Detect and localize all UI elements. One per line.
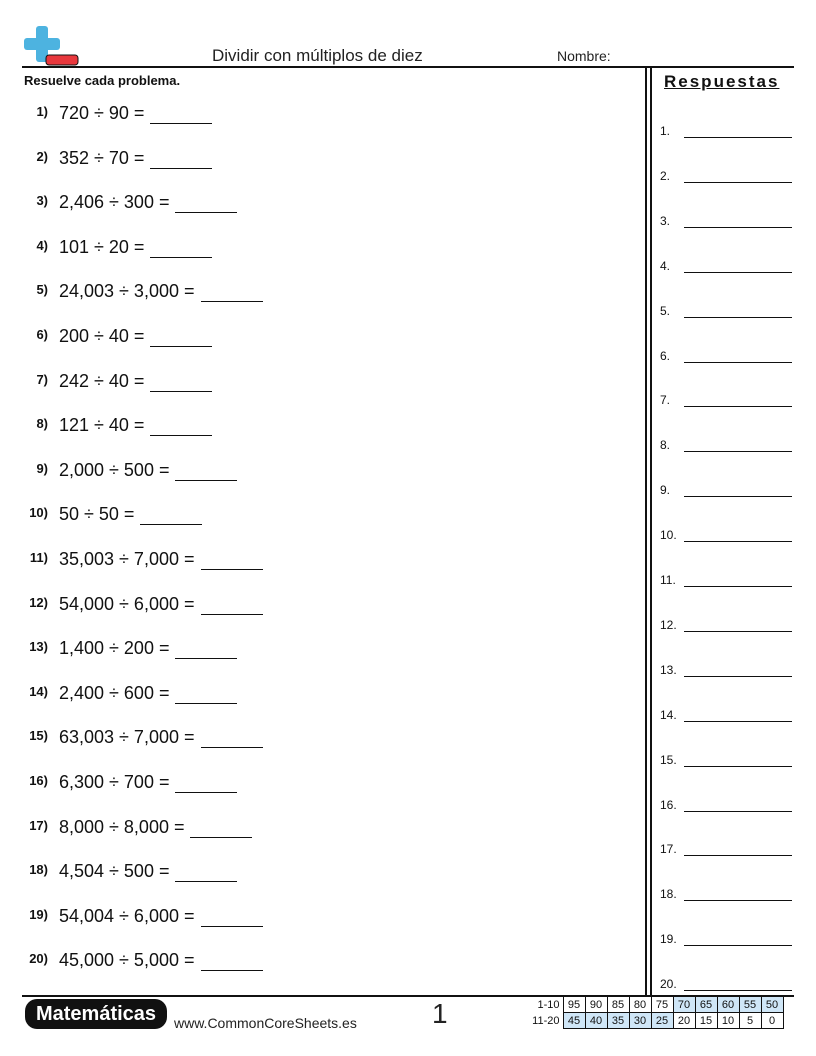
answer-number: 18. (660, 887, 677, 901)
answer-slot (660, 661, 792, 677)
answer-blank[interactable] (201, 597, 263, 615)
score-cell: 25 (651, 1013, 673, 1029)
answer-number: 8. (660, 438, 671, 452)
answer-number: 1. (660, 124, 671, 138)
score-range-label: 1-10 (537, 998, 560, 1011)
problem-expression (59, 415, 212, 436)
answer-line[interactable] (684, 631, 792, 632)
answer-number: 11. (660, 573, 676, 587)
score-cell: 40 (585, 1013, 607, 1029)
answer-line[interactable] (684, 496, 792, 497)
answer-line[interactable] (684, 272, 792, 273)
answer-line[interactable] (684, 317, 792, 318)
problem-number: 14) (29, 684, 48, 699)
problem-item (0, 903, 640, 927)
worksheet-title: Dividir con múltiplos de diez (212, 46, 423, 65)
problem-item (0, 858, 640, 882)
problem-item (0, 412, 640, 436)
score-cell: 55 (739, 997, 761, 1013)
problem-expression (59, 817, 252, 838)
problem-number: 13) (29, 639, 48, 654)
problem-item (0, 234, 640, 258)
answer-slot (660, 796, 792, 812)
score-cell: 10 (717, 1013, 739, 1029)
answer-blank[interactable] (140, 507, 202, 525)
answer-blank[interactable] (201, 953, 263, 971)
answer-line[interactable] (684, 362, 792, 363)
problem-expression (59, 683, 237, 704)
answer-line[interactable] (684, 945, 792, 946)
problem-expression (59, 906, 263, 927)
answer-blank[interactable] (175, 463, 237, 481)
score-cell: 30 (629, 1013, 651, 1029)
answer-blank[interactable] (150, 329, 212, 347)
answer-line[interactable] (684, 676, 792, 677)
problem-number: 20) (29, 951, 48, 966)
answer-number: 14. (660, 708, 677, 722)
problem-expression (59, 727, 263, 748)
answer-blank[interactable] (175, 641, 237, 659)
answer-slot (660, 257, 792, 273)
problem-item (0, 724, 640, 748)
answer-blank[interactable] (201, 730, 263, 748)
score-cell: 80 (629, 997, 651, 1013)
score-cell: 20 (673, 1013, 695, 1029)
answer-number: 20. (660, 977, 677, 991)
problem-item (0, 591, 640, 615)
answer-line[interactable] (684, 855, 792, 856)
problem-item (0, 501, 640, 525)
answer-number: 13. (660, 663, 677, 677)
answer-blank[interactable] (150, 151, 212, 169)
problem-text: 121 ÷ 40 = (59, 415, 145, 435)
problem-text: 2,406 ÷ 300 = (59, 192, 170, 212)
problem-number: 12) (29, 595, 48, 610)
plus-minus-logo-icon (22, 26, 80, 68)
answer-slot (660, 347, 792, 363)
answer-number: 12. (660, 618, 677, 632)
problem-expression (59, 237, 212, 258)
answer-blank[interactable] (150, 374, 212, 392)
problem-item (0, 189, 640, 213)
problem-item (0, 814, 640, 838)
answer-number: 19. (660, 932, 677, 946)
problem-item (0, 947, 640, 971)
answer-line[interactable] (684, 451, 792, 452)
problem-item (0, 368, 640, 392)
website-link[interactable]: www.CommonCoreSheets.es (174, 1015, 357, 1031)
answer-line[interactable] (684, 182, 792, 183)
score-range-label: 11-20 (532, 1014, 560, 1027)
answer-number: 7. (660, 393, 671, 407)
answer-number: 9. (660, 483, 671, 497)
problem-number: 19) (29, 907, 48, 922)
answer-line[interactable] (684, 586, 792, 587)
column-divider (650, 67, 652, 996)
problem-expression (59, 772, 237, 793)
name-label: Nombre: (557, 48, 611, 64)
brand-badge: Matemáticas (25, 999, 167, 1029)
problem-item (0, 323, 640, 347)
problem-item (0, 546, 640, 570)
answer-blank[interactable] (175, 195, 237, 213)
answer-number: 16. (660, 798, 677, 812)
answer-slot (660, 212, 792, 228)
answer-line[interactable] (684, 406, 792, 407)
problem-text: 6,300 ÷ 700 = (59, 772, 170, 792)
answer-blank[interactable] (150, 240, 212, 258)
problem-number: 1) (36, 104, 48, 119)
answer-number: 2. (660, 169, 671, 183)
problem-number: 5) (36, 282, 48, 297)
problem-expression (59, 861, 237, 882)
answer-line[interactable] (684, 227, 792, 228)
score-row (523, 997, 783, 1013)
problem-item (0, 680, 640, 704)
answer-number: 4. (660, 259, 671, 273)
answer-slot (660, 436, 792, 452)
problem-expression (59, 281, 263, 302)
answer-line[interactable] (684, 811, 792, 812)
problem-item (0, 145, 640, 169)
problem-expression (59, 638, 237, 659)
answer-number: 10. (660, 528, 677, 542)
problem-item (0, 100, 640, 124)
answer-blank[interactable] (175, 864, 237, 882)
answer-line[interactable] (684, 541, 792, 542)
answer-slot (660, 616, 792, 632)
answer-slot (660, 840, 792, 856)
problem-text: 2,000 ÷ 500 = (59, 460, 170, 480)
score-row (523, 1013, 783, 1029)
score-cell: 50 (761, 997, 783, 1013)
answer-number: 17. (660, 842, 677, 856)
problem-number: 7) (36, 372, 48, 387)
problem-number: 17) (29, 818, 48, 833)
score-cell: 70 (673, 997, 695, 1013)
answer-number: 6. (660, 349, 671, 363)
problem-expression (59, 371, 212, 392)
problem-number: 4) (36, 238, 48, 253)
problem-expression (59, 549, 263, 570)
score-cell: 5 (739, 1013, 761, 1029)
score-cell: 75 (651, 997, 673, 1013)
score-cell: 85 (607, 997, 629, 1013)
answers-title: Respuestas (664, 72, 780, 91)
answer-line[interactable] (684, 990, 792, 991)
problem-number: 10) (29, 505, 48, 520)
problem-number: 3) (36, 193, 48, 208)
answer-number: 15. (660, 753, 677, 767)
answer-blank[interactable] (201, 284, 263, 302)
page-number: 1 (432, 998, 448, 1029)
answer-blank[interactable] (150, 418, 212, 436)
problem-item (0, 635, 640, 659)
problem-text: 242 ÷ 40 = (59, 371, 145, 391)
answer-slot (660, 122, 792, 138)
problem-number: 6) (36, 327, 48, 342)
problem-expression (59, 594, 263, 615)
problem-item (0, 457, 640, 481)
header-rule (22, 66, 794, 68)
problem-expression (59, 148, 212, 169)
answer-number: 5. (660, 304, 671, 318)
answer-slot (660, 885, 792, 901)
problem-expression (59, 504, 202, 525)
column-divider (645, 67, 647, 996)
problem-text: 200 ÷ 40 = (59, 326, 145, 346)
answer-blank[interactable] (201, 552, 263, 570)
problem-text: 50 ÷ 50 = (59, 504, 135, 524)
score-cell: 90 (585, 997, 607, 1013)
score-cell: 0 (761, 1013, 783, 1029)
problem-number: 16) (29, 773, 48, 788)
answer-slot (660, 930, 792, 946)
problem-text: 1,400 ÷ 200 = (59, 638, 170, 658)
problem-text: 2,400 ÷ 600 = (59, 683, 170, 703)
answer-slot (660, 481, 792, 497)
answer-line[interactable] (684, 766, 792, 767)
problem-text: 101 ÷ 20 = (59, 237, 145, 257)
answer-slot (660, 167, 792, 183)
answer-blank[interactable] (175, 775, 237, 793)
problem-text: 54,000 ÷ 6,000 = (59, 594, 195, 614)
score-cell: 65 (695, 997, 717, 1013)
answer-line[interactable] (684, 721, 792, 722)
score-cell: 15 (695, 1013, 717, 1029)
answer-line[interactable] (684, 137, 792, 138)
problem-expression (59, 950, 263, 971)
problem-number: 15) (29, 728, 48, 743)
answer-slot (660, 975, 792, 991)
problem-text: 4,504 ÷ 500 = (59, 861, 170, 881)
answer-slot (660, 391, 792, 407)
answer-line[interactable] (684, 900, 792, 901)
problem-text: 63,003 ÷ 7,000 = (59, 727, 195, 747)
score-table (523, 996, 784, 1029)
problem-text: 45,000 ÷ 5,000 = (59, 950, 195, 970)
problem-text: 352 ÷ 70 = (59, 148, 145, 168)
problem-number: 2) (36, 149, 48, 164)
problem-item (0, 278, 640, 302)
answer-slot (660, 751, 792, 767)
score-cell: 35 (607, 1013, 629, 1029)
answer-slot (660, 571, 792, 587)
problem-expression (59, 103, 212, 124)
answer-blank[interactable] (201, 909, 263, 927)
problem-item (0, 769, 640, 793)
answer-slot (660, 706, 792, 722)
score-cell: 45 (563, 1013, 585, 1029)
problem-expression (59, 192, 237, 213)
problem-number: 9) (36, 461, 48, 476)
problem-number: 11) (29, 550, 48, 565)
instructions: Resuelve cada problema. (24, 73, 181, 88)
problem-text: 35,003 ÷ 7,000 = (59, 549, 195, 569)
answer-blank[interactable] (150, 106, 212, 124)
answer-blank[interactable] (190, 820, 252, 838)
problem-expression (59, 460, 237, 481)
problem-number: 18) (29, 862, 48, 877)
problem-text: 720 ÷ 90 = (59, 103, 145, 123)
answer-blank[interactable] (175, 686, 237, 704)
problem-number: 8) (36, 416, 48, 431)
answer-slot (660, 302, 792, 318)
answer-number: 3. (660, 214, 671, 228)
problem-text: 54,004 ÷ 6,000 = (59, 906, 195, 926)
problem-expression (59, 326, 212, 347)
problem-text: 8,000 ÷ 8,000 = (59, 817, 185, 837)
score-cell: 95 (563, 997, 585, 1013)
answer-slot (660, 526, 792, 542)
score-cell: 60 (717, 997, 739, 1013)
problem-text: 24,003 ÷ 3,000 = (59, 281, 195, 301)
